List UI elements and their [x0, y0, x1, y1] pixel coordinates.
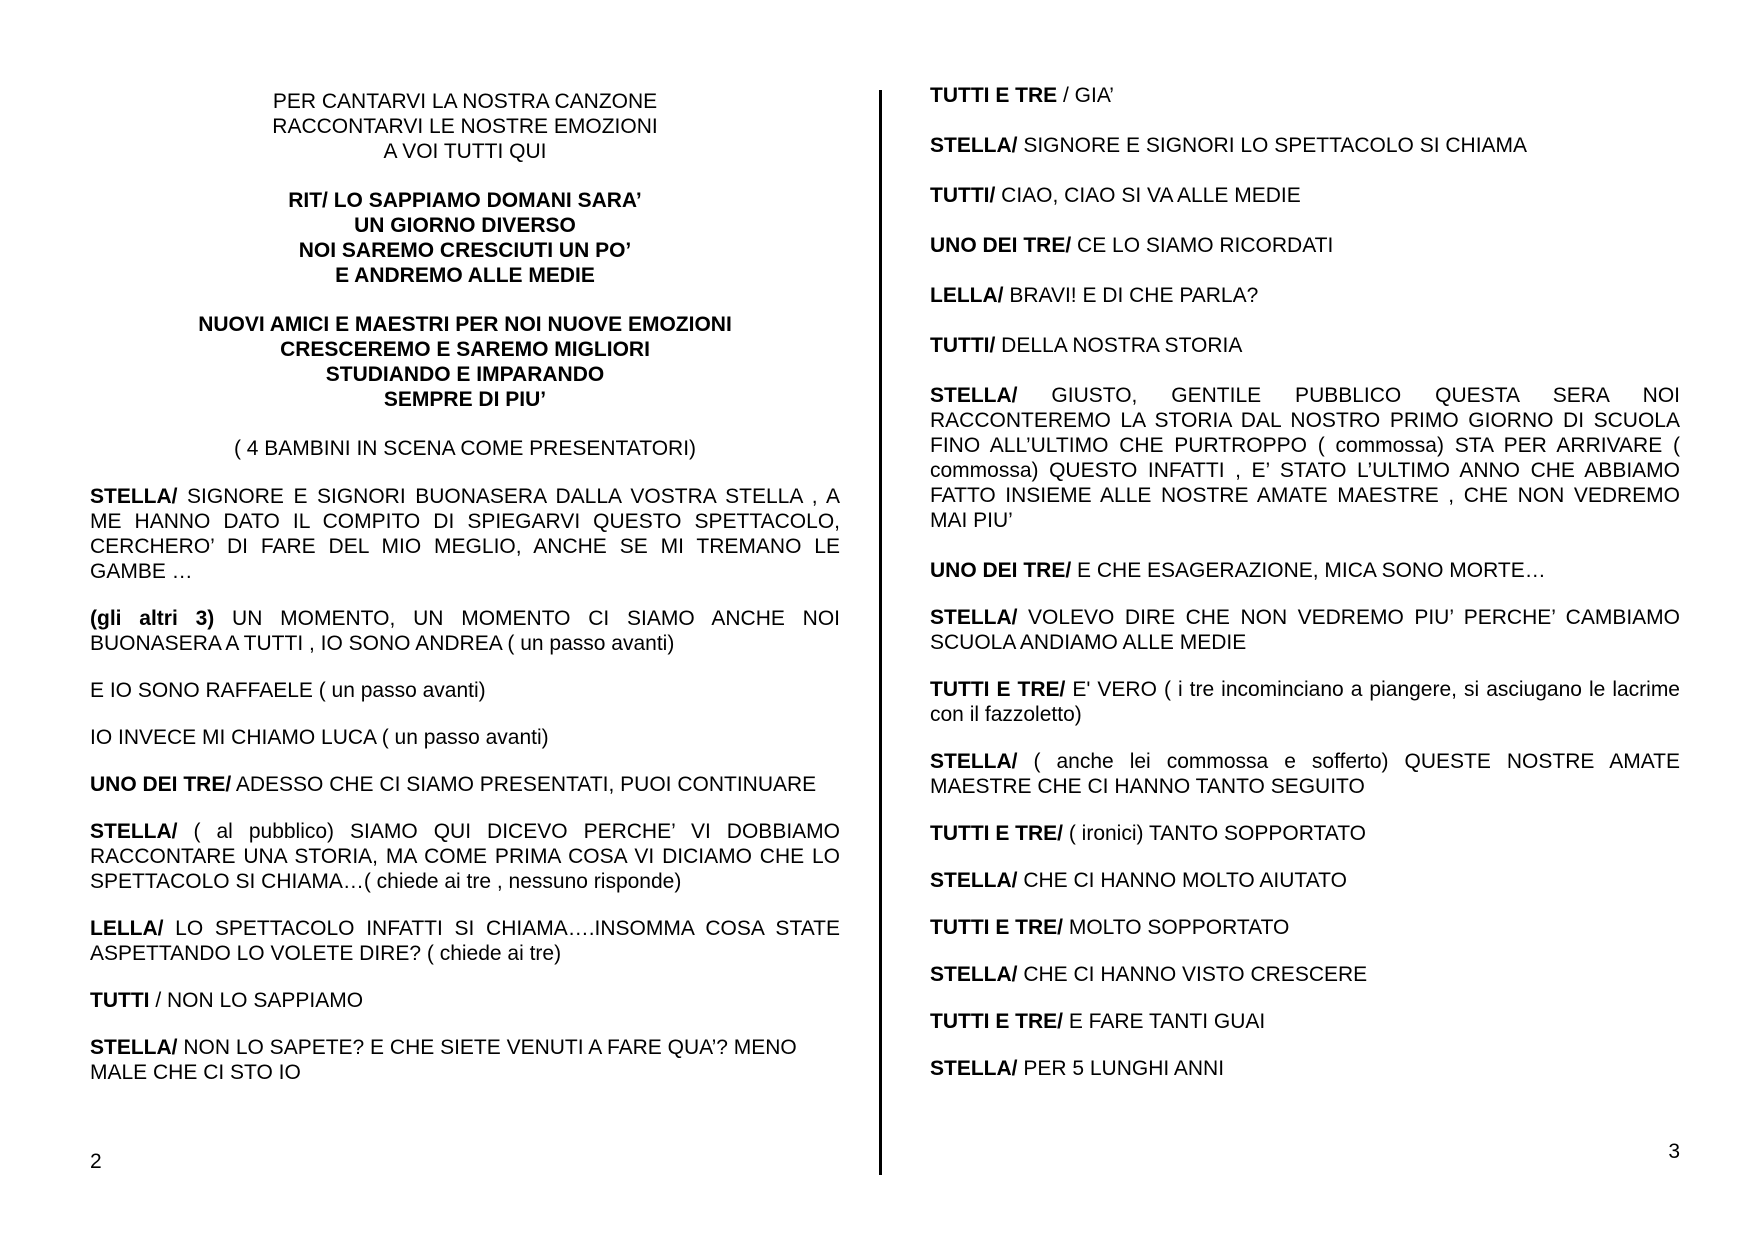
speaker-name: TUTTI E TRE/ — [930, 822, 1063, 845]
speaker-name: TUTTI E TRE/ — [930, 678, 1066, 701]
chorus-line: NOI SAREMO CRESCIUTI UN PO’ — [298, 239, 632, 262]
left-page-content — [90, 89, 840, 1085]
dialogue-line — [930, 383, 1680, 533]
song-line: RACCONTARVI LE NOSTRE EMOZIONI — [272, 115, 658, 138]
dialogue-line — [930, 868, 1680, 893]
song-intro — [90, 89, 840, 164]
dialogue-text: VOLEVO DIRE CHE NON VEDREMO PIU’ PERCHE’ CAMBIAMO SCUOLA ANDIAMO ALLE MEDIE — [930, 606, 1680, 654]
dialogue-line — [90, 772, 840, 797]
speaker-name: TUTTI E TRE — [930, 84, 1058, 107]
dialogue-text: NON LO SAPETE? E CHE SIETE VENUTI A FARE QUA’? MENO MALE CHE CI STO IO — [90, 1036, 797, 1084]
verse-line: NUOVI AMICI E MAESTRI PER NOI NUOVE EMOZIONI — [198, 313, 732, 336]
speaker-name: TUTTI — [90, 989, 150, 1012]
dialogue-text: ADESSO CHE CI SIAMO PRESENTATI, PUOI CONTINUARE — [231, 773, 817, 796]
speaker-name: LELLA/ — [930, 284, 1004, 307]
dialogue-text: UN MOMENTO, UN MOMENTO CI SIAMO ANCHE NOI BUONASERA A TUTTI , IO SONO ANDREA ( un passo avanti) — [90, 607, 840, 655]
dialogue-line — [930, 133, 1680, 158]
dialogue-text: LO SPETTACOLO INFATTI SI CHIAMA….INSOMMA COSA STATE ASPETTANDO LO VOLETE DIRE? ( chiede ai tre) — [90, 917, 840, 965]
speaker-name: TUTTI E TRE/ — [930, 1010, 1063, 1033]
speaker-name: TUTTI/ — [930, 184, 996, 207]
speaker-name: STELLA/ — [930, 963, 1018, 986]
dialogue-text: ( anche lei commossa e sofferto) QUESTE NOSTRE AMATE MAESTRE CHE CI HANNO TANTO SEGUITO — [930, 750, 1680, 798]
speaker-name: TUTTI/ — [930, 334, 996, 357]
speaker-name: STELLA/ — [90, 820, 178, 843]
page-number: 3 — [1668, 1140, 1680, 1163]
dialogue-text: GIUSTO, GENTILE PUBBLICO QUESTA SERA NOI RACCONTEREMO LA STORIA DAL NOSTRO PRIMO GIORNO DI SCUOLA FINO ALL’ULTIMO CHE PURTROPPO ( commossa) STA PER ARRIVARE ( commossa) QUESTO INFATTI , E’ STATO L’ULTIMO ANNO CHE ABBIAMO FATTO INSIEME ALLE NOSTRE AMATE MAESTRE , CHE NON VEDREMO MAI PIU’ — [930, 384, 1680, 532]
speaker-name: LELLA/ — [90, 917, 164, 940]
verse-line: SEMPRE DI PIU’ — [383, 388, 547, 411]
speaker-name: STELLA/ — [90, 485, 178, 508]
dialogue-line — [930, 915, 1680, 940]
dialogue-text: / NON LO SAPPIAMO — [149, 989, 364, 1012]
dialogue-text: PER 5 LUNGHI ANNI — [1017, 1057, 1225, 1080]
dialogue-line — [90, 988, 840, 1013]
dialogue-text: IO INVECE MI CHIAMO LUCA ( un passo avanti) — [90, 726, 549, 749]
chorus-line: E ANDREMO ALLE MEDIE — [335, 264, 595, 287]
speaker-name: UNO DEI TRE/ — [930, 234, 1072, 257]
verse-line: CRESCEREMO E SAREMO MIGLIORI — [280, 338, 650, 361]
dialogue-text: CHE CI HANNO MOLTO AIUTATO — [1017, 869, 1347, 892]
dialogue-text: / GIA’ — [1057, 84, 1114, 107]
verse-line: STUDIANDO E IMPARANDO — [325, 363, 605, 386]
dialogue-line — [930, 83, 1680, 108]
dialogue-line — [90, 606, 840, 656]
dialogue-line — [930, 677, 1680, 727]
dialogue-line — [930, 558, 1680, 583]
dialogue-text: CE LO SIAMO RICORDATI — [1071, 234, 1334, 257]
speaker-name: STELLA/ — [930, 134, 1018, 157]
speaker-name: TUTTI E TRE/ — [930, 916, 1063, 939]
speaker-name: UNO DEI TRE/ — [90, 773, 232, 796]
stage-direction: ( 4 BAMBINI IN SCENA COME PRESENTATORI) — [233, 437, 697, 460]
dialogue-text: CHE CI HANNO VISTO CRESCERE — [1017, 963, 1368, 986]
dialogue-line — [90, 678, 840, 703]
dialogue-line — [930, 749, 1680, 799]
speaker-name: STELLA/ — [90, 1036, 178, 1059]
speaker-name: STELLA/ — [930, 1057, 1018, 1080]
dialogue-line — [90, 916, 840, 966]
dialogue-line — [930, 1009, 1680, 1034]
dialogue-text: CIAO, CIAO SI VA ALLE MEDIE — [995, 184, 1301, 207]
dialogue-line — [930, 333, 1680, 358]
dialogue-text: ( ironici) TANTO SOPPORTATO — [1063, 822, 1366, 845]
dialogue-text: E FARE TANTI GUAI — [1063, 1010, 1266, 1033]
song-chorus — [90, 188, 840, 288]
speaker-name: STELLA/ — [930, 606, 1018, 629]
speaker-name: UNO DEI TRE/ — [930, 559, 1072, 582]
song-line: PER CANTARVI LA NOSTRA CANZONE — [272, 90, 658, 113]
dialogue-line — [90, 819, 840, 894]
chorus-line: UN GIORNO DIVERSO — [354, 214, 576, 237]
right-page-content — [930, 83, 1680, 1081]
speaker-name: STELLA/ — [930, 750, 1018, 773]
dialogue-text: ( al pubblico) SIAMO QUI DICEVO PERCHE’ VI DOBBIAMO RACCONTARE UNA STORIA, MA COME PRIMA COSA VI DICIAMO CHE LO SPETTACOLO SI CHIAMA…( chiede ai tre , nessuno risponde) — [90, 820, 840, 893]
dialogue-text: E' VERO ( i tre incominciano a piangere, si asciugano le lacrime con il fazzoletto) — [930, 678, 1680, 726]
speaker-name: STELLA/ — [930, 384, 1018, 407]
speaker-name: STELLA/ — [930, 869, 1018, 892]
page-divider — [879, 90, 882, 1175]
dialogue-line — [930, 821, 1680, 846]
dialogue-line — [930, 233, 1680, 258]
song-verse — [90, 312, 840, 412]
dialogue-text: MOLTO SOPPORTATO — [1063, 916, 1290, 939]
page-number: 2 — [90, 1150, 102, 1173]
dialogue-text: SIGNORE E SIGNORI LO SPETTACOLO SI CHIAMA — [1017, 134, 1528, 157]
dialogue-line — [930, 283, 1680, 308]
dialogue-text: E IO SONO RAFFAELE ( un passo avanti) — [90, 679, 486, 702]
dialogue-line — [90, 1035, 840, 1085]
dialogue-line — [930, 962, 1680, 987]
speaker-name: (gli altri 3) — [90, 607, 215, 630]
dialogue-text: DELLA NOSTRA STORIA — [995, 334, 1243, 357]
dialogue-line — [90, 484, 840, 584]
dialogue-text: SIGNORE E SIGNORI BUONASERA DALLA VOSTRA STELLA , A ME HANNO DATO IL COMPITO DI SPIEGARVI QUESTO SPETTACOLO, CERCHERO’ DI FARE DEL MIO MEGLIO, ANCHE SE MI TREMANO LE GAMBE … — [90, 485, 840, 583]
dialogue-text: E CHE ESAGERAZIONE, MICA SONO MORTE… — [1071, 559, 1546, 582]
dialogue-text: BRAVI! E DI CHE PARLA? — [1003, 284, 1259, 307]
song-line: A VOI TUTTI QUI — [383, 140, 547, 163]
dialogue-line — [930, 605, 1680, 655]
chorus-line: RIT/ LO SAPPIAMO DOMANI SARA’ — [288, 189, 642, 212]
dialogue-line — [930, 183, 1680, 208]
dialogue-line — [930, 1056, 1680, 1081]
dialogue-line — [90, 725, 840, 750]
